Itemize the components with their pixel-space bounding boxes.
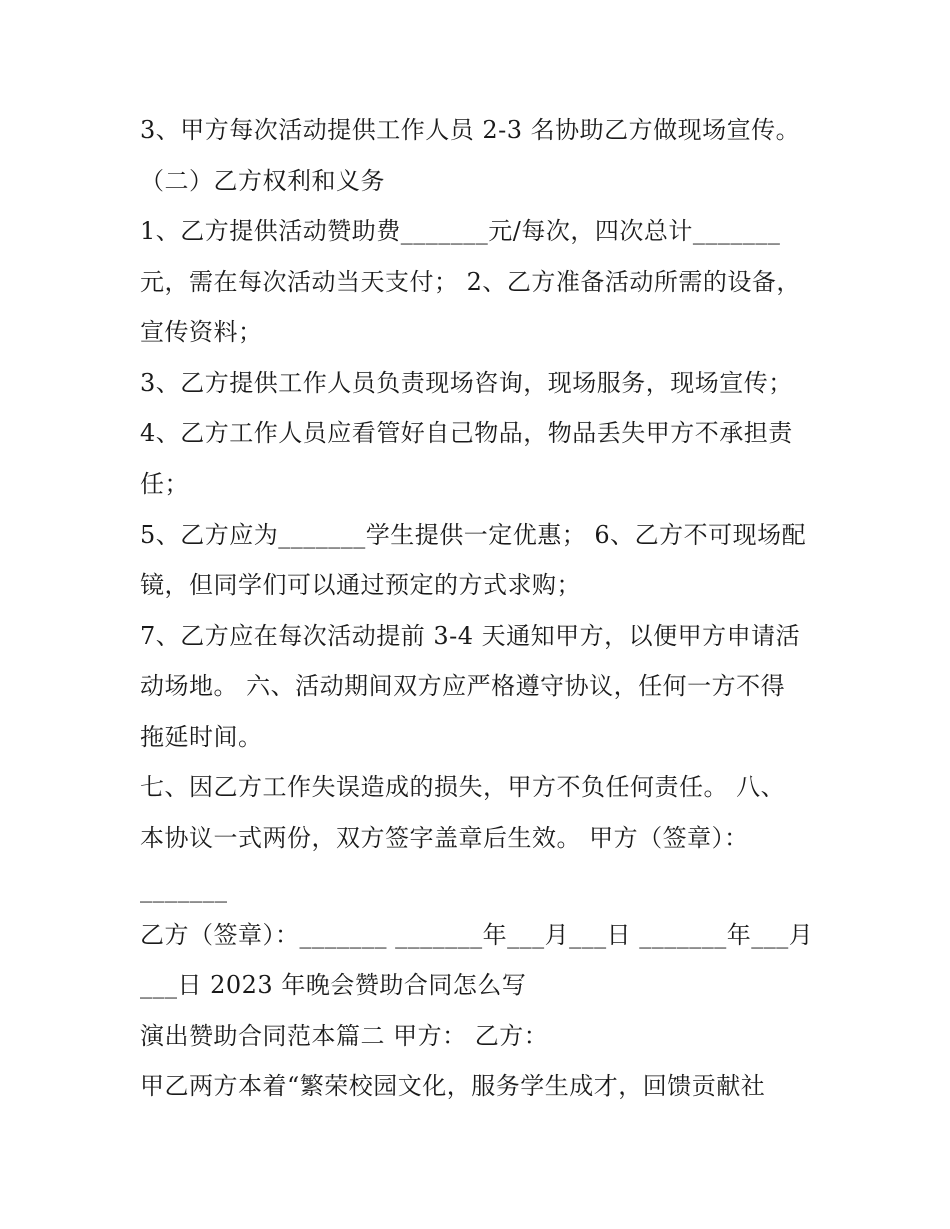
text-line: 七、因乙方工作失误造成的损失，甲方不负任何责任。 八、 — [140, 773, 786, 801]
text-line: 4、乙方工作人员应看管好自己物品，物品丢失甲方不承担责 — [140, 419, 793, 447]
text-line: ___日 2023 年晚会赞助合同怎么写 — [140, 971, 527, 999]
text-line: 动场地。 六、活动期间双方应严格遵守协议，任何一方不得 — [140, 672, 786, 700]
text-line: 1、乙方提供活动赞助费_______元/每次，四次总计_______ — [140, 217, 781, 245]
text-line: 乙方（签章）：_______ _______年___月___日 _______年___月 — [140, 921, 814, 949]
section-title: 演出赞助合同范本篇二 甲方： 乙方： — [140, 1022, 549, 1050]
signature-blank: _______ — [140, 875, 228, 903]
section-heading: （二）乙方权利和义务 — [140, 167, 385, 195]
text-line: 本协议一式两份，双方签字盖章后生效。 甲方（签章）： — [140, 824, 749, 852]
text-line: 甲乙两方本着“繁荣校园文化，服务学生成才，回馈贡献社 — [140, 1072, 766, 1100]
text-line: 任； — [140, 470, 189, 498]
text-line: 拖延时间。 — [140, 723, 263, 751]
text-line: 5、乙方应为_______学生提供一定优惠； 6、乙方不可现场配 — [140, 521, 807, 549]
text-line: 3、乙方提供工作人员负责现场咨询，现场服务，现场宣传； — [140, 369, 793, 397]
text-line: 宣传资料； — [140, 318, 263, 346]
text-line: 元，需在每次活动当天支付； 2、乙方准备活动所需的设备， — [140, 268, 801, 296]
text-line: 7、乙方应在每次活动提前 3-4 天通知甲方，以便甲方申请活 — [140, 622, 801, 650]
text-line: 3、甲方每次活动提供工作人员 2-3 名协助乙方做现场宣传。 — [140, 116, 801, 144]
text-line: 镜，但同学们可以通过预定的方式求购； — [140, 571, 581, 599]
